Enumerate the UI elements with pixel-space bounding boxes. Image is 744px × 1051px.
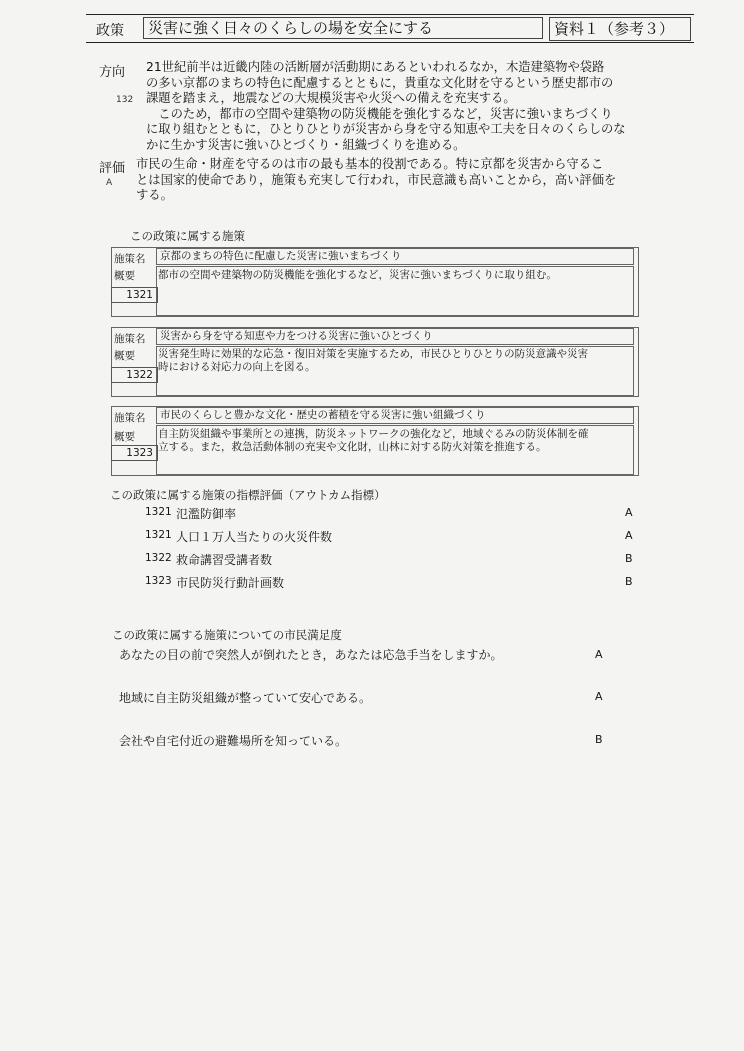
measures-section-title: この政策に属する施策 xyxy=(130,229,245,243)
evaluation-label: 評価 xyxy=(99,161,126,176)
indicator-grade: A xyxy=(625,529,633,542)
measure-summary-label: 概要 xyxy=(114,431,135,443)
measure-name-label: 施策名 xyxy=(114,253,146,265)
measure-summary-line: 自主防災組織や事業所との連携，防災ネットワークの強化など，地域ぐるみの防災体制を確 xyxy=(158,428,589,440)
direction-line: 課題を踏まえ，地震などの大規模災害や火災への備えを充実する。 xyxy=(146,91,516,105)
indicator-list xyxy=(145,505,645,597)
policy-title: 災害に強く日々のくらしの場を安全にする xyxy=(143,17,543,39)
indicator-grade: A xyxy=(625,506,633,519)
evaluation-line: する。 xyxy=(136,188,173,202)
measure-name-label: 施策名 xyxy=(114,412,146,424)
indicators-section-title: この政策に属する施策の指標評価（アウトカム指標） xyxy=(110,488,386,502)
indicator-row xyxy=(145,505,645,528)
measure-summary xyxy=(158,348,588,374)
indicator-row xyxy=(145,574,645,597)
indicator-name: 救命講習受講者数 xyxy=(176,553,273,567)
indicator-grade: B xyxy=(625,552,633,565)
indicator-code: 1321 xyxy=(145,506,172,518)
measure-summary-line: 立する。また，救急活動体制の充実や文化財，山林に対する防火対策を推進する。 xyxy=(158,441,547,453)
indicator-name: 氾濫防御率 xyxy=(176,507,237,521)
indicator-name: 人口１万人当たりの火災件数 xyxy=(176,530,333,544)
measure-summary-label: 概要 xyxy=(114,350,135,362)
policy-label: 政策 xyxy=(96,23,124,39)
measure-summary-label: 概要 xyxy=(114,270,135,282)
direction-line: 21世紀前半は近畿内陸の活断層が活動期にあるといわれるなか，木造建築物や袋路 xyxy=(146,60,605,74)
measure-code: 1323 xyxy=(111,445,158,461)
indicator-name: 市民防災行動計画数 xyxy=(176,576,285,590)
satisfaction-grade: B xyxy=(595,733,603,746)
direction-line: かに生かす災害に強いひとづくり・組織づくりを進める。 xyxy=(146,137,466,152)
indicator-code: 1322 xyxy=(145,552,172,564)
measure-name-label: 施策名 xyxy=(114,333,146,345)
satisfaction-grade: A xyxy=(595,690,603,703)
measure-name: 京都のまちの特色に配慮した災害に強いまちづくり xyxy=(160,250,402,262)
indicator-code: 1323 xyxy=(145,575,172,587)
direction-line: このため，都市の空間や建築物の防災機能を強化するなど，災害に強いまちづくり xyxy=(146,106,613,121)
evaluation-text xyxy=(136,157,616,204)
measure-summary xyxy=(158,428,589,454)
satisfaction-item: あなたの目の前で突然人が倒れたとき，あなたは応急手当をしますか。 xyxy=(119,648,503,662)
direction-line: の多い京都のまちの特色に配慮するとともに，貴重な文化財を守るという歴史都市の xyxy=(146,75,614,90)
measure-code: 1322 xyxy=(111,367,158,383)
evaluation-grade: A xyxy=(106,178,113,188)
measure-summary xyxy=(158,269,557,282)
satisfaction-item: 地域に自主防災組織が整っていて安心である。 xyxy=(119,691,372,705)
indicator-row xyxy=(145,551,645,574)
evaluation-line: 市民の生命・財産を守るのは市の最も基本的役割である。特に京都を災害から守るこ xyxy=(136,157,604,171)
measure-summary-line: 時における対応力の向上を図る。 xyxy=(158,361,316,373)
satisfaction-item: 会社や自宅付近の避難場所を知っている。 xyxy=(119,734,348,748)
measure-summary-line: 災害発生時に効果的な応急・復旧対策を実施するため，市民ひとりひとりの防災意識や災害 xyxy=(158,348,589,360)
direction-text xyxy=(146,60,626,153)
evaluation-line: とは国家的使命であり，施策も充実して行われ，市民意識も高いことから，高い評価を xyxy=(136,172,617,187)
direction-label: 方向 xyxy=(99,65,126,80)
measure-name: 市民のくらしと豊かな文化・歴史の蓄積を守る災害に強い組織づくり xyxy=(160,409,486,421)
measure-summary-line: 都市の空間や建築物の防災機能を強化するなど，災害に強いまちづくりに取り組む。 xyxy=(158,269,557,281)
indicator-row xyxy=(145,528,645,551)
satisfaction-section-title: この政策に属する施策についての市民満足度 xyxy=(112,628,342,642)
direction-line: に取り組むとともに，ひとりひとりが災害から身を守る知恵や工夫を日々のくらしのな xyxy=(146,122,626,136)
measure-code: 1321 xyxy=(111,287,158,303)
indicator-code: 1321 xyxy=(145,529,172,541)
direction-code: 132 xyxy=(116,95,134,105)
document-reference: 資料１（参考３） xyxy=(549,17,691,41)
measure-name: 災害から身を守る知恵や力をつける災害に強いひとづくり xyxy=(160,330,433,342)
indicator-grade: B xyxy=(625,575,633,588)
satisfaction-grade: A xyxy=(595,648,603,661)
